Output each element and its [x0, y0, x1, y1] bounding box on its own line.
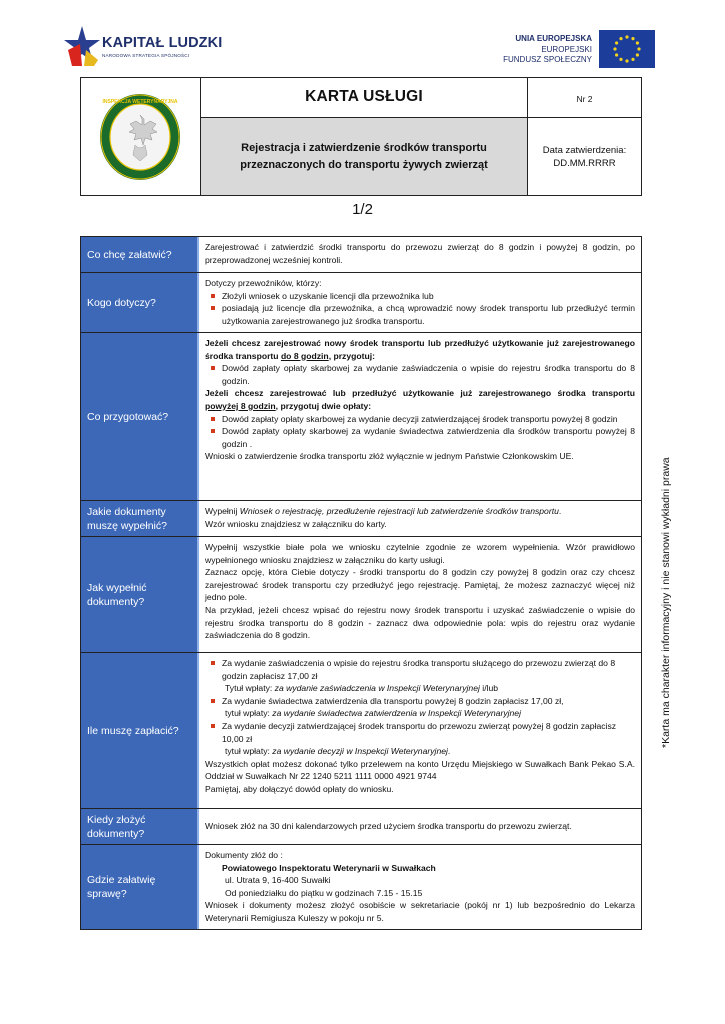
ue-line-1: UNIA EUROPEJSKA — [515, 34, 592, 43]
paragraph: Wzór wniosku znajdziesz w załączniku do karty. — [205, 518, 387, 529]
kapital-ludzki-title: KAPITAŁ LUDZKI — [102, 35, 223, 51]
list-item: Za wydanie świadectwa zatwierdzenia dla transportu powyżej 8 godzin zapłacisz 17,00 zł, — [205, 695, 635, 708]
paragraph: Wniosek i dokumenty możesz złożyć osobiście w sekretariacie (pokój nr 1) lub bezpośrednio do Lekarza Weterynarii Remigiusza Kuleszy w pokoju nr 5. — [205, 900, 635, 923]
paragraph — [205, 337, 635, 362]
list-item: Za wydanie decyzji zatwierdzającej środek transportu do przewozu zwierząt powyżej 8 godzin zapłacisz 10,00 zł — [205, 720, 635, 745]
date-value: DD.MM.RRRR — [553, 157, 616, 169]
svg-text:INSPEKCJA WETERYNARYJNA: INSPEKCJA WETERYNARYJNA — [102, 99, 178, 105]
list-item: Dowód zapłaty opłaty skarbowej za wydanie zaświadczenia o wpisie do rejestru środka transportu do 8 godzin. — [205, 362, 635, 387]
list-item: posiadają już licencje dla przewoźnika, a chcą wprowadzić nowy środek transportu lub przedłużyć termin użytkowania zarejestrowanego już środka transportu. — [205, 302, 635, 327]
text: . — [447, 746, 451, 757]
list-item: Dowód zapłaty opłaty skarbowej za wydanie świadectwa zatwierdzenia dla środków transportu powyżej 8 godzin . — [205, 425, 635, 450]
date-label: Data zatwierdzenia: — [542, 144, 627, 156]
page-title: KARTA USŁUGI — [305, 88, 423, 105]
header-title-cell — [201, 78, 528, 118]
row-label: Jakie dokumenty muszę wypełnić? — [81, 501, 199, 536]
row-label: Gdzie załatwię sprawę? — [81, 845, 199, 929]
paragraph: Wypełnij wszystkie białe pola we wniosku czytelnie zgodnie ze wzorem wypełnienia. Wzór prawidłowo wypełnionego wniosku znajdziesz w załączniku do karty usługi. — [205, 542, 635, 565]
paragraph: Zaznacz opcję, która Ciebie dotyczy - środki transportu do 8 godzin czy powyżej 8 godzin oraz czy chcesz zarejestrować środek transportu czy przedłużyć jego rejestrację. Pamiętaj, że możesz zaznaczyć więcej niż jedno pole. — [205, 567, 635, 603]
eu-flag-icon — [599, 30, 655, 68]
underlined-text: do 8 godzin — [280, 350, 329, 361]
paragraph: Na przykład, jeżeli chcesz wpisać do rejestru nowy środek transportu i uzyskać zaświadczenie o wpisie do rejestru środka transportu do 8 godzin - zaznacz dwa odpowiednie pola: wpis do rejestru oraz wydanie zaświadczenia do 8 godzin. — [205, 604, 635, 641]
row-label: Kogo dotyczy? — [81, 273, 199, 332]
card-number: Nr 2 — [576, 94, 593, 104]
row-label: Co przygotować? — [81, 333, 199, 500]
row-przygotowac — [81, 333, 641, 501]
card-header — [80, 77, 642, 196]
kapital-ludzki-subtitle: NARODOWA STRATEGIA SPÓJNOŚCI — [102, 53, 190, 58]
text: Wypełnij — [205, 506, 240, 516]
header-logo-cell — [81, 78, 201, 195]
header-subject-cell — [201, 118, 528, 195]
row-kogo — [81, 273, 641, 333]
italic-text: za wydanie decyzji w Inspekcji Weterynaryjnej — [272, 746, 448, 757]
office-hours: Od poniedziałku do piątku w godzinach 7.15 - 15.15 — [225, 887, 423, 898]
row-kiedy — [81, 809, 641, 845]
row-wypelnic — [81, 537, 641, 653]
row-content — [199, 653, 641, 808]
row-text: Zarejestrować i zatwierdzić środki transportu do przewozu zwierząt do 8 godzin i powyżej 8 godzin, po przeprowadzonej wcześniej kontroli. — [205, 242, 635, 265]
text: tytuł wpłaty: — [225, 746, 273, 757]
row-zaplacic — [81, 653, 641, 809]
list-item: Złożyli wniosek o uzyskanie licencji dla przewoźnika lub — [205, 290, 635, 303]
italic-text: Wniosek o rejestrację, przedłużenie rejestracji lub zatwierdzenie środków transportu — [239, 506, 559, 516]
ue-logo — [500, 30, 655, 70]
row-dokumenty — [81, 501, 641, 537]
paragraph — [205, 387, 635, 412]
row-gdzie — [81, 845, 641, 929]
paragraph: Wszystkich opłat możesz dokonać tylko przelewem na konto Urzędu Miejskiego w Suwałkach Bank Pekao S.A. Oddział w Suwałkach Nr 22 1240 5211 1111 0000 4921 9744 — [205, 758, 635, 782]
ue-line-2: EUROPEJSKI — [541, 44, 592, 54]
row-co-chce — [81, 237, 641, 273]
card-subject: Rejestracja i zatwierdzenie środków transportu przeznaczonych do transportu żywych zwierząt — [240, 141, 488, 171]
ue-logo-text — [503, 34, 592, 66]
veterinary-inspection-seal-icon — [99, 93, 181, 181]
page-indicator: 1/2 — [352, 201, 373, 218]
office-name: Powiatowego Inspektoratu Weterynarii w Suwałkach — [222, 862, 436, 873]
paragraph: Wnioski o zatwierdzenie środka transportu złóż wyłącznie w jednym Państwie Członkowskim UE. — [205, 451, 574, 462]
payment-title — [205, 707, 635, 720]
row-content — [199, 333, 641, 500]
text: Jeżeli chcesz zarejestrować lub przedłużyć użytkowanie już zarejestrowanego środka transportu — [205, 388, 635, 399]
text: Jeżeli chcesz zarejestrować nowy środek transportu lub przedłużyć użytkowanie już zarejestrowanego środka transportu — [205, 338, 635, 361]
payment-title — [205, 745, 635, 758]
row-intro: Dotyczy przewoźników, którzy: — [205, 278, 322, 288]
italic-text: za wydanie zaświadczenia w Inspekcji Weterynaryjnej — [274, 683, 480, 694]
row-content — [199, 845, 641, 929]
row-content — [199, 273, 641, 332]
underlined-text: powyżej 8 godzin — [205, 400, 276, 411]
paragraph: Dokumenty złóż do : — [205, 850, 283, 860]
paragraph — [205, 505, 635, 518]
text: . — [558, 506, 562, 516]
payment-title — [205, 682, 635, 695]
text: Tytuł wpłaty: — [225, 683, 275, 694]
italic-text: za wydanie świadectwa zatwierdzenia w Inspekcji Weterynaryjnej — [272, 708, 521, 719]
ue-line-3: FUNDUSZ SPOŁECZNY — [503, 55, 592, 64]
paragraph: Pamiętaj, aby dołączyć dowód opłaty do wniosku. — [205, 783, 394, 794]
row-label: Kiedy złożyć dokumenty? — [81, 809, 199, 844]
row-content — [199, 237, 641, 272]
row-label: Ile muszę zapłacić? — [81, 653, 199, 808]
list-item: Dowód zapłaty opłaty skarbowej za wydanie decyzji zatwierdzającej środek transportu powyżej 8 godzin — [205, 413, 635, 426]
header-date-cell — [528, 118, 641, 195]
row-text: Wniosek złóż na 30 dni kalendarzowych przed użyciem środka transportu do przewozu zwierząt. — [205, 821, 572, 832]
office-address: ul. Utrata 9, 16-400 Suwałki — [225, 875, 331, 886]
text: , przygotuj dwie opłaty: — [275, 400, 372, 411]
header-number-cell — [528, 78, 641, 118]
row-label: Jak wypełnić dokumenty? — [81, 537, 199, 652]
kapital-ludzki-logo — [64, 26, 223, 66]
row-content — [199, 537, 641, 652]
text: , przygotuj: — [328, 350, 375, 361]
row-content — [199, 809, 641, 844]
row-label: Co chcę załatwić? — [81, 237, 199, 272]
text: tytuł wpłaty: — [225, 708, 273, 719]
service-card-table — [80, 236, 642, 930]
text: i/lub — [479, 683, 499, 694]
kapital-ludzki-star-icon — [64, 26, 100, 66]
list-item: Za wydanie zaświadczenia o wpisie do rejestru środka transportu służącego do przewozu zwierząt do 8 godzin zapłacisz 17,00 zł — [205, 657, 635, 682]
row-content — [199, 501, 641, 536]
side-disclaimer: *Karta ma charakter informacyjny i nie stanowi wykładni prawa — [660, 457, 672, 748]
